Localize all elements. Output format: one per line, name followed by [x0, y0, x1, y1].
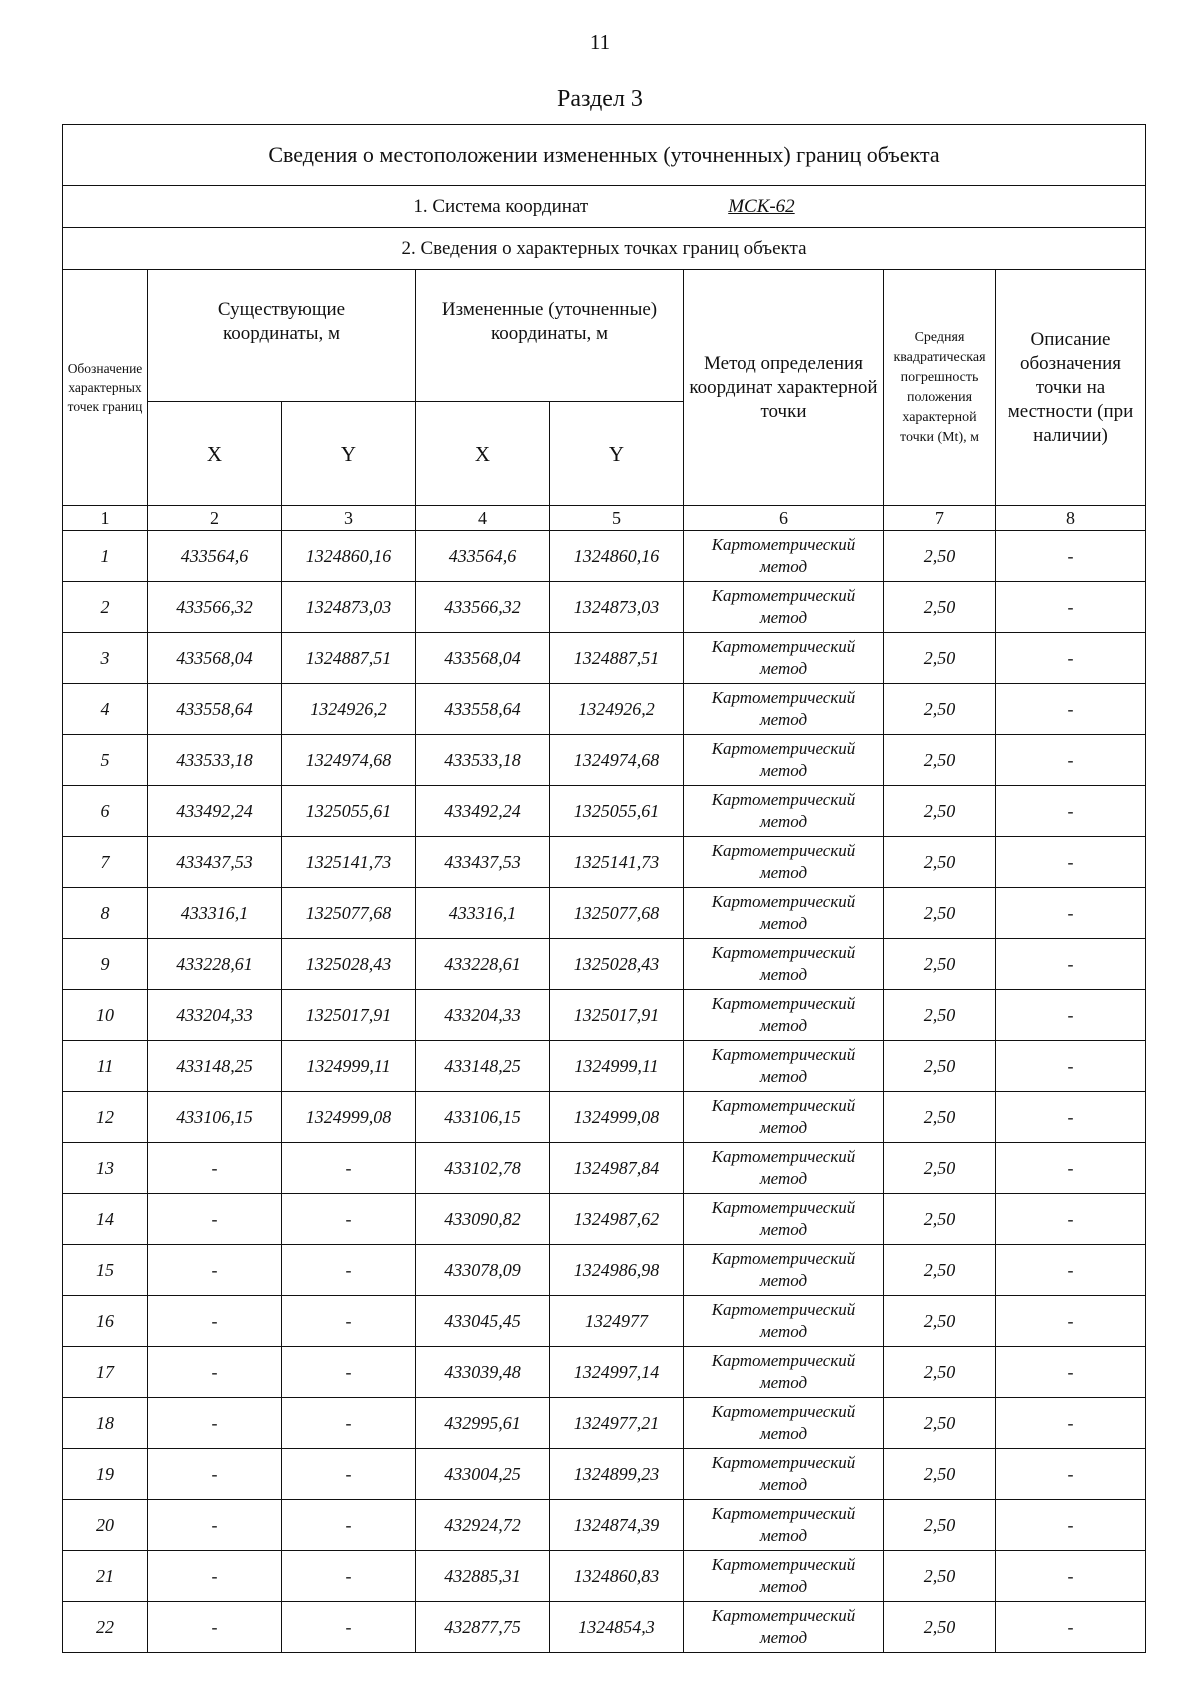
error-value: 2,50: [884, 1602, 996, 1653]
changed-y: 1324926,2: [550, 684, 684, 735]
method-line: Картометрический: [711, 535, 856, 554]
description: -: [996, 786, 1146, 837]
method-line: Картометрический: [711, 1096, 856, 1115]
existing-y: 1325028,43: [282, 939, 416, 990]
method-line: метод: [759, 1628, 808, 1647]
header-method: Метод определения координат характерной точки: [684, 270, 884, 506]
method-line: Картометрический: [711, 1453, 856, 1472]
changed-x: 433039,48: [416, 1347, 550, 1398]
method: [684, 684, 884, 735]
existing-x: -: [148, 1449, 282, 1500]
point-number: 14: [63, 1194, 148, 1245]
point-number: 17: [63, 1347, 148, 1398]
method-line: метод: [759, 1169, 808, 1188]
method-line: Картометрический: [711, 1249, 856, 1268]
error-value: 2,50: [884, 1398, 996, 1449]
existing-x: -: [148, 1551, 282, 1602]
column-number-row: [63, 506, 1146, 531]
method-line: метод: [759, 914, 808, 933]
description: -: [996, 1245, 1146, 1296]
method-line: метод: [759, 1220, 808, 1239]
changed-x: 432877,75: [416, 1602, 550, 1653]
table-row: [63, 1500, 1146, 1551]
existing-y: 1324999,08: [282, 1092, 416, 1143]
changed-y: 1324860,16: [550, 531, 684, 582]
table-row: [63, 1041, 1146, 1092]
point-number: 21: [63, 1551, 148, 1602]
description: -: [996, 1398, 1146, 1449]
changed-x: 432885,31: [416, 1551, 550, 1602]
changed-y: 1324860,83: [550, 1551, 684, 1602]
method-line: Картометрический: [711, 1351, 856, 1370]
description: -: [996, 1602, 1146, 1653]
point-number: 6: [63, 786, 148, 837]
changed-x: 433204,33: [416, 990, 550, 1041]
point-number: 22: [63, 1602, 148, 1653]
point-number: 13: [63, 1143, 148, 1194]
method: [684, 1449, 884, 1500]
table-row: [63, 1194, 1146, 1245]
description: -: [996, 1194, 1146, 1245]
point-number: 1: [63, 531, 148, 582]
existing-x: 433533,18: [148, 735, 282, 786]
table-row: [63, 990, 1146, 1041]
changed-y: 1324997,14: [550, 1347, 684, 1398]
changed-y: 1324999,08: [550, 1092, 684, 1143]
column-number: 8: [996, 506, 1146, 531]
table-row: [63, 735, 1146, 786]
method: [684, 1398, 884, 1449]
changed-y: 1324977,21: [550, 1398, 684, 1449]
description: -: [996, 1143, 1146, 1194]
method-line: метод: [759, 1424, 808, 1443]
method: [684, 1245, 884, 1296]
error-value: 2,50: [884, 1347, 996, 1398]
description: -: [996, 888, 1146, 939]
point-number: 7: [63, 837, 148, 888]
description: -: [996, 1347, 1146, 1398]
method-line: Картометрический: [711, 1555, 856, 1574]
changed-x: 433148,25: [416, 1041, 550, 1092]
description: -: [996, 1449, 1146, 1500]
method-line: Картометрический: [711, 1606, 856, 1625]
table-row: [63, 1143, 1146, 1194]
header-changed: Измененные (уточненные) координаты, м: [416, 270, 684, 402]
header-description: Описание обозначения точки на местности (при наличии): [996, 270, 1146, 506]
point-number: 4: [63, 684, 148, 735]
existing-x: -: [148, 1245, 282, 1296]
method: [684, 633, 884, 684]
point-number: 12: [63, 1092, 148, 1143]
method: [684, 735, 884, 786]
description: -: [996, 939, 1146, 990]
header-existing: Существующие координаты, м: [148, 270, 416, 402]
point-number: 20: [63, 1500, 148, 1551]
changed-y: 1324874,39: [550, 1500, 684, 1551]
method: [684, 939, 884, 990]
method-line: метод: [759, 557, 808, 576]
existing-x: 433564,6: [148, 531, 282, 582]
existing-x: -: [148, 1500, 282, 1551]
existing-y: 1324873,03: [282, 582, 416, 633]
description: -: [996, 1041, 1146, 1092]
point-number: 9: [63, 939, 148, 990]
description: -: [996, 735, 1146, 786]
section-title: Раздел 3: [557, 86, 643, 112]
method-line: Картометрический: [711, 892, 856, 911]
description: -: [996, 633, 1146, 684]
existing-y: -: [282, 1143, 416, 1194]
method: [684, 1347, 884, 1398]
description: -: [996, 990, 1146, 1041]
method-line: Картометрический: [711, 1147, 856, 1166]
method-line: Картометрический: [711, 1504, 856, 1523]
changed-x: 433102,78: [416, 1143, 550, 1194]
error-value: 2,50: [884, 1296, 996, 1347]
table-row: [63, 786, 1146, 837]
method-line: метод: [759, 1271, 808, 1290]
method: [684, 1500, 884, 1551]
table-row: [63, 684, 1146, 735]
changed-y: 1324854,3: [550, 1602, 684, 1653]
changed-y: 1324974,68: [550, 735, 684, 786]
changed-y: 1325028,43: [550, 939, 684, 990]
description: -: [996, 1500, 1146, 1551]
error-value: 2,50: [884, 1041, 996, 1092]
changed-y: 1324899,23: [550, 1449, 684, 1500]
changed-x: 433045,45: [416, 1296, 550, 1347]
changed-x: 433558,64: [416, 684, 550, 735]
changed-x: 432924,72: [416, 1500, 550, 1551]
error-value: 2,50: [884, 786, 996, 837]
changed-y: 1324873,03: [550, 582, 684, 633]
column-number: 5: [550, 506, 684, 531]
method-line: метод: [759, 608, 808, 627]
error-value: 2,50: [884, 990, 996, 1041]
point-number: 2: [63, 582, 148, 633]
table-row: [63, 582, 1146, 633]
method-line: метод: [759, 1118, 808, 1137]
header-existing-y: Y: [282, 402, 416, 506]
changed-y: 1324986,98: [550, 1245, 684, 1296]
existing-x: -: [148, 1347, 282, 1398]
column-number: 4: [416, 506, 550, 531]
existing-x: 433437,53: [148, 837, 282, 888]
error-value: 2,50: [884, 1551, 996, 1602]
table-row: [63, 888, 1146, 939]
changed-y: 1324999,11: [550, 1041, 684, 1092]
method-line: Картометрический: [711, 1300, 856, 1319]
point-number: 19: [63, 1449, 148, 1500]
method-line: метод: [759, 1373, 808, 1392]
changed-y: 1324887,51: [550, 633, 684, 684]
method: [684, 888, 884, 939]
coord-system-label: 1. Система координат: [413, 195, 589, 217]
existing-y: -: [282, 1449, 416, 1500]
method-line: метод: [759, 1322, 808, 1341]
method-line: Картометрический: [711, 790, 856, 809]
existing-y: 1324887,51: [282, 633, 416, 684]
column-number: 3: [282, 506, 416, 531]
error-value: 2,50: [884, 1143, 996, 1194]
changed-x: 433564,6: [416, 531, 550, 582]
existing-y: -: [282, 1245, 416, 1296]
description: -: [996, 1092, 1146, 1143]
boundary-points-table: [62, 124, 1146, 1653]
existing-y: -: [282, 1551, 416, 1602]
existing-x: 433566,32: [148, 582, 282, 633]
method-line: метод: [759, 1067, 808, 1086]
table-row: [63, 1296, 1146, 1347]
existing-y: 1324974,68: [282, 735, 416, 786]
header-changed-x: X: [416, 402, 550, 506]
description: -: [996, 837, 1146, 888]
table-row: [63, 939, 1146, 990]
method: [684, 1296, 884, 1347]
method-line: метод: [759, 710, 808, 729]
method: [684, 1041, 884, 1092]
error-value: 2,50: [884, 1194, 996, 1245]
existing-x: 433106,15: [148, 1092, 282, 1143]
changed-y: 1324987,84: [550, 1143, 684, 1194]
column-number: 1: [63, 506, 148, 531]
changed-x: 433492,24: [416, 786, 550, 837]
table-row: [63, 837, 1146, 888]
existing-y: -: [282, 1602, 416, 1653]
description: -: [996, 531, 1146, 582]
existing-x: 433204,33: [148, 990, 282, 1041]
method-line: Картометрический: [711, 739, 856, 758]
description: -: [996, 684, 1146, 735]
changed-y: 1325141,73: [550, 837, 684, 888]
existing-y: 1324999,11: [282, 1041, 416, 1092]
description: -: [996, 1551, 1146, 1602]
error-value: 2,50: [884, 939, 996, 990]
error-value: 2,50: [884, 684, 996, 735]
page-number: 11: [589, 30, 611, 54]
method-line: Картометрический: [711, 1402, 856, 1421]
existing-x: 433568,04: [148, 633, 282, 684]
changed-x: 433316,1: [416, 888, 550, 939]
existing-y: 1325077,68: [282, 888, 416, 939]
point-number: 8: [63, 888, 148, 939]
error-value: 2,50: [884, 633, 996, 684]
point-number: 3: [63, 633, 148, 684]
error-value: 2,50: [884, 1449, 996, 1500]
method-line: Картометрический: [711, 841, 856, 860]
changed-y: 1325017,91: [550, 990, 684, 1041]
error-value: 2,50: [884, 1092, 996, 1143]
point-number: 15: [63, 1245, 148, 1296]
error-value: 2,50: [884, 1245, 996, 1296]
point-number: 18: [63, 1398, 148, 1449]
method-line: Картометрический: [711, 637, 856, 656]
column-number: 6: [684, 506, 884, 531]
method: [684, 786, 884, 837]
method-line: метод: [759, 1016, 808, 1035]
method: [684, 1143, 884, 1194]
existing-x: 433228,61: [148, 939, 282, 990]
table-row: [63, 1245, 1146, 1296]
error-value: 2,50: [884, 531, 996, 582]
coord-system-row: [63, 186, 1146, 228]
method: [684, 1551, 884, 1602]
method-line: метод: [759, 1526, 808, 1545]
existing-y: -: [282, 1347, 416, 1398]
existing-x: 433492,24: [148, 786, 282, 837]
existing-x: 433558,64: [148, 684, 282, 735]
existing-y: -: [282, 1500, 416, 1551]
existing-y: 1325055,61: [282, 786, 416, 837]
error-value: 2,50: [884, 582, 996, 633]
method-line: метод: [759, 1475, 808, 1494]
method-line: метод: [759, 659, 808, 678]
description: -: [996, 582, 1146, 633]
changed-x: 433568,04: [416, 633, 550, 684]
existing-y: 1324860,16: [282, 531, 416, 582]
changed-x: 433090,82: [416, 1194, 550, 1245]
error-value: 2,50: [884, 837, 996, 888]
points-heading: 2. Сведения о характерных точках границ объекта: [63, 228, 1146, 270]
method-line: Картометрический: [711, 688, 856, 707]
error-value: 2,50: [884, 888, 996, 939]
table-row: [63, 1092, 1146, 1143]
point-number: 10: [63, 990, 148, 1041]
method: [684, 1194, 884, 1245]
table-row: [63, 531, 1146, 582]
existing-x: -: [148, 1296, 282, 1347]
existing-y: 1325017,91: [282, 990, 416, 1041]
method-line: Картометрический: [711, 994, 856, 1013]
method-line: метод: [759, 863, 808, 882]
changed-x: 433106,15: [416, 1092, 550, 1143]
method-line: Картометрический: [711, 586, 856, 605]
changed-x: 433004,25: [416, 1449, 550, 1500]
existing-x: -: [148, 1398, 282, 1449]
changed-x: 433078,09: [416, 1245, 550, 1296]
table-row: [63, 1602, 1146, 1653]
description: -: [996, 1296, 1146, 1347]
changed-x: 433228,61: [416, 939, 550, 990]
method: [684, 990, 884, 1041]
table-row: [63, 1449, 1146, 1500]
point-number: 11: [63, 1041, 148, 1092]
changed-y: 1325077,68: [550, 888, 684, 939]
table-row: [63, 633, 1146, 684]
header-existing-x: X: [148, 402, 282, 506]
changed-x: 433533,18: [416, 735, 550, 786]
method: [684, 531, 884, 582]
header-error: Средняя квадратическая погрешность положения характерной точки (Mt), м: [884, 270, 996, 506]
existing-y: 1324926,2: [282, 684, 416, 735]
method-line: метод: [759, 1577, 808, 1596]
table-row: [63, 1398, 1146, 1449]
point-number: 16: [63, 1296, 148, 1347]
changed-y: 1325055,61: [550, 786, 684, 837]
coord-system-value: МСК-62: [728, 195, 795, 217]
column-number: 7: [884, 506, 996, 531]
changed-x: 433566,32: [416, 582, 550, 633]
existing-y: 1325141,73: [282, 837, 416, 888]
table-row: [63, 1347, 1146, 1398]
error-value: 2,50: [884, 1500, 996, 1551]
existing-x: 433148,25: [148, 1041, 282, 1092]
header-changed-y: Y: [550, 402, 684, 506]
changed-x: 432995,61: [416, 1398, 550, 1449]
error-value: 2,50: [884, 735, 996, 786]
method-line: Картометрический: [711, 1198, 856, 1217]
existing-x: -: [148, 1602, 282, 1653]
column-number: 2: [148, 506, 282, 531]
method-line: метод: [759, 965, 808, 984]
existing-y: -: [282, 1194, 416, 1245]
method-line: Картометрический: [711, 943, 856, 962]
changed-x: 433437,53: [416, 837, 550, 888]
existing-x: 433316,1: [148, 888, 282, 939]
method: [684, 582, 884, 633]
table-row: [63, 1551, 1146, 1602]
existing-x: -: [148, 1194, 282, 1245]
point-number: 5: [63, 735, 148, 786]
method-line: Картометрический: [711, 1045, 856, 1064]
method: [684, 1092, 884, 1143]
header-designation: Обозначение характерных точек границ: [63, 270, 148, 506]
changed-y: 1324987,62: [550, 1194, 684, 1245]
existing-y: -: [282, 1398, 416, 1449]
method: [684, 1602, 884, 1653]
method-line: метод: [759, 812, 808, 831]
method-line: метод: [759, 761, 808, 780]
table-title: Сведения о местоположении измененных (уточненных) границ объекта: [63, 125, 1146, 186]
existing-y: -: [282, 1296, 416, 1347]
existing-x: -: [148, 1143, 282, 1194]
changed-y: 1324977: [550, 1296, 684, 1347]
method: [684, 837, 884, 888]
